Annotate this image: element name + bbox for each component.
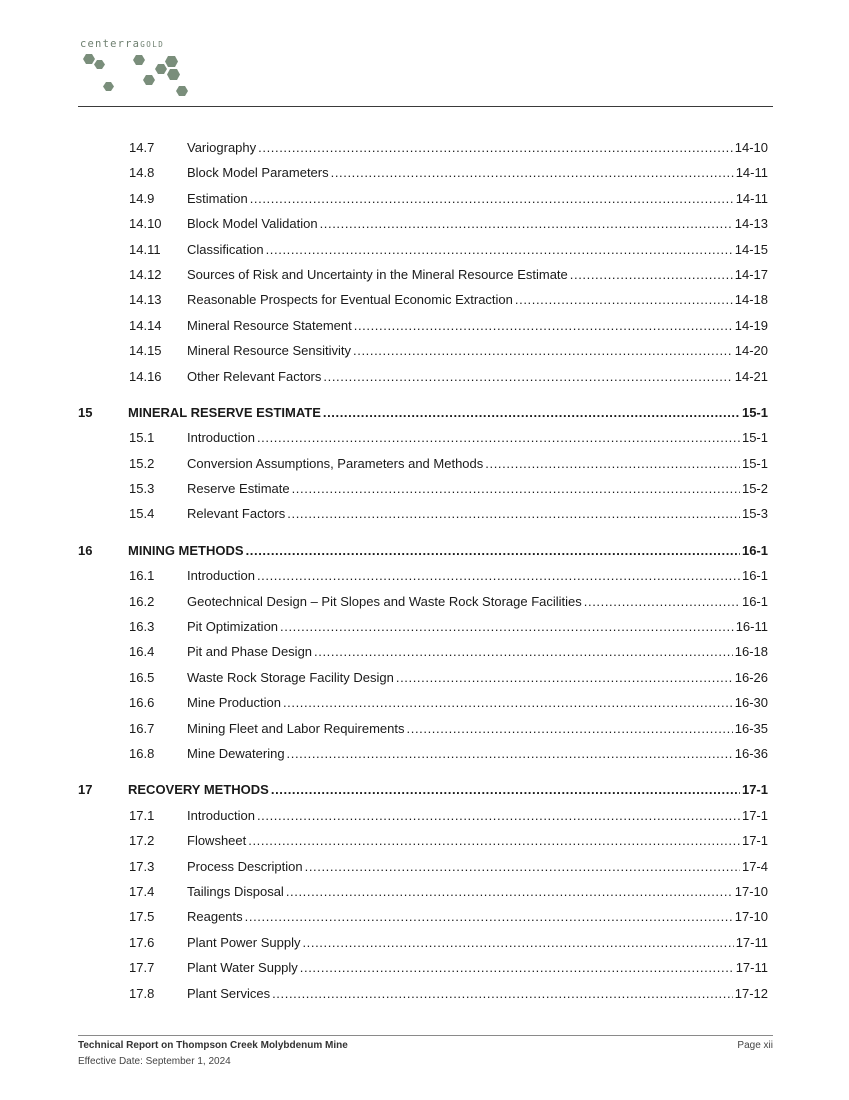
toc-dot-leader bbox=[271, 780, 740, 799]
toc-section-entry[interactable] bbox=[78, 907, 768, 932]
toc-entry-number: 14.14 bbox=[129, 317, 162, 333]
toc-dot-leader bbox=[292, 479, 740, 498]
toc-chapter-entry[interactable] bbox=[78, 780, 768, 805]
toc-entry-title: Plant Power Supply bbox=[187, 934, 301, 950]
toc-entry-page: 16-1 bbox=[741, 542, 768, 558]
toc-entry-title: Block Model Parameters bbox=[187, 165, 329, 181]
toc-entry-page: 15-1 bbox=[741, 455, 768, 471]
toc-entry-page: 15-3 bbox=[741, 506, 768, 522]
toc-entry-number: 17.6 bbox=[129, 934, 155, 950]
toc-entry-title: Tailings Disposal bbox=[187, 883, 284, 899]
toc-entry-page: 17-10 bbox=[734, 909, 768, 925]
toc-entry-number: 17.1 bbox=[129, 807, 155, 823]
toc-entry-number: 15.4 bbox=[129, 506, 155, 522]
toc-dot-leader bbox=[286, 882, 733, 901]
toc-entry-number: 16.5 bbox=[129, 669, 155, 685]
toc-entry-title: Variography bbox=[187, 140, 257, 155]
toc-entry-title: MINING METHODS bbox=[128, 542, 244, 558]
logo-hexagon bbox=[176, 86, 188, 96]
toc-entry-title: Introduction bbox=[187, 568, 255, 584]
toc-entry-title: Conversion Assumptions, Parameters and Methods bbox=[187, 455, 484, 471]
toc-dot-leader bbox=[300, 958, 734, 977]
toc-dot-leader bbox=[283, 693, 733, 712]
toc-entry-page: 17-1 bbox=[741, 807, 768, 823]
toc-dot-leader bbox=[331, 163, 734, 182]
toc-entry-title: Process Description bbox=[187, 858, 303, 874]
toc-dot-leader bbox=[302, 933, 733, 952]
toc-dot-leader bbox=[246, 541, 740, 560]
toc-entry-number: 14.9 bbox=[129, 190, 155, 206]
toc-dot-leader bbox=[287, 504, 740, 523]
toc-dot-leader bbox=[353, 341, 733, 360]
toc-entry-title: Introduction bbox=[187, 807, 255, 823]
toc-entry-title: Introduction bbox=[187, 430, 255, 446]
toc-entry-page: 15-2 bbox=[741, 481, 768, 497]
company-logo bbox=[80, 38, 220, 100]
toc-entry-title: Mineral Resource Statement bbox=[187, 317, 352, 333]
toc-entry-title: Estimation bbox=[187, 190, 248, 206]
toc-entry-page: 14-13 bbox=[734, 216, 768, 232]
toc-entry-page: 17-10 bbox=[734, 883, 768, 899]
toc-entry-page: 16-30 bbox=[734, 695, 768, 711]
toc-entry-number: 16 bbox=[78, 542, 93, 558]
toc-entry-number: 15.2 bbox=[129, 455, 155, 471]
toc-entry-page: 14-19 bbox=[734, 317, 768, 333]
header-divider bbox=[78, 106, 773, 107]
toc-entry-page: 14-11 bbox=[735, 165, 768, 181]
toc-entry-title: Classification bbox=[187, 241, 264, 257]
toc-entry-title: Block Model Validation bbox=[187, 216, 318, 232]
toc-entry-number: 14.8 bbox=[129, 165, 155, 181]
toc-entry-number: 14.16 bbox=[129, 368, 162, 384]
toc-entry-number: 14.15 bbox=[129, 343, 162, 359]
toc-dot-leader bbox=[257, 806, 740, 825]
logo-hexagon bbox=[155, 64, 167, 74]
toc-section-entry[interactable] bbox=[78, 933, 768, 958]
toc-section-entry[interactable] bbox=[78, 454, 768, 479]
toc-entry-page: 17-1 bbox=[741, 833, 768, 849]
toc-dot-leader bbox=[245, 907, 733, 926]
logo-hexagon bbox=[83, 54, 95, 64]
toc-entry-number: 17.4 bbox=[129, 883, 155, 899]
toc-entry-page: 16-18 bbox=[734, 644, 768, 660]
toc-entry-number: 15.3 bbox=[129, 481, 155, 497]
toc-entry-number: 17 bbox=[78, 782, 93, 798]
toc-entry-page: 14-21 bbox=[734, 368, 768, 384]
toc-entry-title: Reasonable Prospects for Eventual Economic Extraction bbox=[187, 292, 513, 308]
toc-dot-leader bbox=[287, 744, 733, 763]
toc-entry-number: 14.11 bbox=[129, 241, 161, 257]
toc-dot-leader bbox=[485, 454, 740, 473]
logo-hexagon bbox=[133, 55, 145, 65]
toc-section-entry[interactable] bbox=[78, 882, 768, 907]
toc-section-entry[interactable] bbox=[78, 668, 768, 693]
toc-entry-title: Other Relevant Factors bbox=[187, 368, 322, 384]
toc-section-entry[interactable] bbox=[78, 189, 768, 214]
toc-entry-page: 17-1 bbox=[741, 782, 768, 798]
toc-entry-number: 14.7 bbox=[129, 140, 155, 155]
table-of-contents bbox=[78, 138, 768, 1009]
toc-chapter-entry[interactable] bbox=[78, 541, 768, 566]
toc-section-entry[interactable] bbox=[78, 592, 768, 617]
toc-dot-leader bbox=[323, 367, 732, 386]
toc-section-entry[interactable] bbox=[78, 744, 768, 769]
toc-section-entry[interactable] bbox=[78, 214, 768, 239]
toc-entry-title: Geotechnical Design – Pit Slopes and Waste Rock Storage Facilities bbox=[187, 593, 582, 609]
toc-entry-title: Relevant Factors bbox=[187, 506, 286, 522]
toc-entry-page: 16-11 bbox=[735, 619, 768, 635]
footer-report-title: Technical Report on Thompson Creek Molybdenum Mine bbox=[78, 1040, 348, 1051]
toc-dot-leader bbox=[323, 403, 740, 422]
toc-entry-number: 17.3 bbox=[129, 858, 155, 874]
toc-entry-title: Pit Optimization bbox=[187, 619, 279, 635]
toc-section-entry[interactable] bbox=[78, 290, 768, 315]
toc-entry-title: MINERAL RESERVE ESTIMATE bbox=[128, 404, 321, 420]
toc-section-entry[interactable] bbox=[78, 857, 768, 882]
toc-entry-page: 16-35 bbox=[734, 720, 768, 736]
toc-section-entry[interactable] bbox=[78, 428, 768, 453]
toc-dot-leader bbox=[280, 617, 734, 636]
toc-entry-title: Pit and Phase Design bbox=[187, 644, 313, 660]
toc-entry-number: 15.1 bbox=[129, 430, 155, 446]
toc-section-entry[interactable] bbox=[78, 504, 768, 529]
toc-entry-title: Mining Fleet and Labor Requirements bbox=[187, 720, 405, 736]
toc-dot-leader bbox=[570, 265, 733, 284]
toc-entry-title: Plant Water Supply bbox=[187, 960, 298, 976]
logo-hexagon bbox=[143, 75, 155, 85]
logo-wordmark-suffix: GOLD bbox=[140, 40, 165, 49]
toc-entry-page: 14-11 bbox=[735, 190, 768, 206]
toc-dot-leader bbox=[257, 428, 740, 447]
toc-section-entry[interactable] bbox=[78, 958, 768, 983]
toc-section-entry[interactable] bbox=[78, 831, 768, 856]
toc-entry-number: 16.2 bbox=[129, 593, 155, 609]
toc-entry-number: 16.4 bbox=[129, 644, 155, 660]
toc-dot-leader bbox=[584, 592, 740, 611]
toc-section-entry[interactable] bbox=[78, 265, 768, 290]
toc-dot-leader bbox=[266, 240, 733, 259]
toc-entry-page: 16-36 bbox=[734, 745, 768, 761]
toc-entry-number: 14.12 bbox=[129, 266, 162, 282]
toc-entry-page: 17-12 bbox=[734, 985, 768, 1001]
toc-section-entry[interactable] bbox=[78, 316, 768, 341]
toc-section-entry[interactable] bbox=[78, 240, 768, 265]
toc-entry-number: 15 bbox=[78, 404, 93, 420]
logo-hexagon bbox=[167, 69, 180, 80]
toc-entry-number: 17.2 bbox=[129, 833, 155, 849]
toc-section-entry[interactable] bbox=[78, 806, 768, 831]
logo-hexagon bbox=[94, 60, 105, 69]
toc-entry-page: 15-1 bbox=[741, 404, 768, 420]
toc-entry-title: Reagents bbox=[187, 909, 243, 925]
toc-dot-leader bbox=[257, 566, 740, 585]
footer-divider bbox=[78, 1035, 773, 1036]
logo-hexagon bbox=[103, 82, 114, 91]
toc-entry-page: 14-15 bbox=[734, 241, 768, 257]
toc-section-entry[interactable] bbox=[78, 566, 768, 591]
toc-entry-page: 17-11 bbox=[735, 960, 768, 976]
toc-entry-title: Mine Dewatering bbox=[187, 745, 285, 761]
toc-entry-number: 16.8 bbox=[129, 745, 155, 761]
toc-entry-number: 17.7 bbox=[129, 960, 155, 976]
toc-dot-leader bbox=[305, 857, 740, 876]
toc-dot-leader bbox=[515, 290, 733, 309]
toc-section-entry[interactable] bbox=[78, 479, 768, 504]
toc-entry-page: 14-10 bbox=[734, 140, 768, 155]
toc-entry-title: Flowsheet bbox=[187, 833, 247, 849]
toc-section-entry[interactable] bbox=[78, 693, 768, 718]
toc-dot-leader bbox=[314, 642, 733, 661]
toc-entry-page: 15-1 bbox=[741, 430, 768, 446]
toc-dot-leader bbox=[250, 189, 734, 208]
toc-dot-leader bbox=[407, 719, 733, 738]
toc-entry-number: 16.1 bbox=[129, 568, 155, 584]
hexagon-cluster-icon bbox=[80, 52, 200, 100]
toc-section-entry[interactable] bbox=[78, 138, 768, 163]
footer-effective-date: Effective Date: September 1, 2024 bbox=[78, 1056, 231, 1067]
toc-entry-page: 14-20 bbox=[734, 343, 768, 359]
toc-section-entry[interactable] bbox=[78, 984, 768, 1009]
toc-entry-page: 16-1 bbox=[741, 568, 768, 584]
toc-section-entry[interactable] bbox=[78, 341, 768, 366]
toc-dot-leader bbox=[354, 316, 733, 335]
toc-entry-number: 14.10 bbox=[129, 216, 162, 232]
toc-dot-leader bbox=[396, 668, 733, 687]
toc-entry-number: 16.7 bbox=[129, 720, 155, 736]
toc-section-entry[interactable] bbox=[78, 642, 768, 667]
toc-section-entry[interactable] bbox=[78, 719, 768, 744]
toc-section-entry[interactable] bbox=[78, 163, 768, 188]
toc-entry-title: Reserve Estimate bbox=[187, 481, 290, 497]
toc-entry-page: 16-1 bbox=[741, 593, 768, 609]
toc-dot-leader bbox=[258, 138, 733, 157]
toc-section-entry[interactable] bbox=[78, 367, 768, 392]
toc-entry-title: Sources of Risk and Uncertainty in the Mineral Resource Estimate bbox=[187, 266, 568, 282]
toc-entry-title: RECOVERY METHODS bbox=[128, 782, 269, 798]
toc-entry-page: 17-4 bbox=[741, 858, 768, 874]
toc-entry-title: Mineral Resource Sensitivity bbox=[187, 343, 352, 359]
toc-entry-number: 16.3 bbox=[129, 619, 155, 635]
toc-entry-number: 14.13 bbox=[129, 292, 162, 308]
toc-chapter-entry[interactable] bbox=[78, 403, 768, 428]
toc-entry-number: 17.5 bbox=[129, 909, 155, 925]
toc-entry-title: Waste Rock Storage Facility Design bbox=[187, 669, 394, 685]
toc-dot-leader bbox=[272, 984, 733, 1003]
toc-entry-page: 16-26 bbox=[734, 669, 768, 685]
toc-section-entry[interactable] bbox=[78, 617, 768, 642]
toc-entry-page: 14-18 bbox=[734, 292, 768, 308]
toc-entry-title: Plant Services bbox=[187, 985, 271, 1001]
toc-entry-page: 14-17 bbox=[734, 266, 768, 282]
toc-entry-number: 17.8 bbox=[129, 985, 155, 1001]
footer-page-number: Page xii bbox=[737, 1040, 773, 1051]
logo-wordmark: centerra bbox=[80, 38, 141, 50]
logo-hexagon bbox=[165, 56, 178, 67]
toc-entry-title: Mine Production bbox=[187, 695, 281, 711]
toc-dot-leader bbox=[248, 831, 740, 850]
toc-entry-page: 17-11 bbox=[735, 934, 768, 950]
toc-entry-number: 16.6 bbox=[129, 695, 155, 711]
toc-dot-leader bbox=[320, 214, 733, 233]
